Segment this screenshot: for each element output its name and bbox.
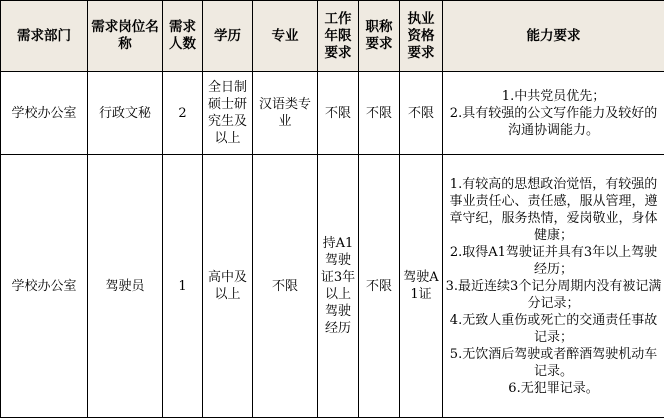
ability-item: 6.无犯罪记录。: [508, 380, 599, 396]
cell-count: 2: [163, 72, 203, 155]
cell-education: 高中及以上: [203, 155, 253, 418]
header-experience: 工作年限要求: [318, 1, 359, 72]
header-ability: 能力要求: [443, 1, 664, 72]
cell-dept: 学校办公室: [1, 155, 88, 418]
cell-major: 不限: [253, 155, 318, 418]
ability-item: 5.无饮酒后驾驶或者醉酒驾驶机动车记录。: [449, 346, 658, 379]
header-count: 需求人数: [163, 1, 203, 72]
cell-title: 不限: [359, 155, 400, 418]
ability-item: 1.中共党员优先；: [501, 88, 606, 104]
ability-item: 3.最近连续3个记分周期内没有被记满分记录；: [445, 278, 662, 311]
ability-item: 2.具有较强的公文写作能力及较好的沟通协调能力。: [449, 105, 658, 138]
cell-position: 行政文秘: [88, 72, 163, 155]
cell-dept: 学校办公室: [1, 72, 88, 155]
cell-count: 1: [163, 155, 203, 418]
cell-title: 不限: [359, 72, 400, 155]
cell-ability: [443, 155, 664, 418]
cell-experience: 持A1驾驶证3年以上驾驶经历: [318, 155, 359, 418]
cell-position: 驾驶员: [88, 155, 163, 418]
header-license: 执业资格要求: [400, 1, 443, 72]
cell-license: 不限: [400, 72, 443, 155]
header-major: 专业: [253, 1, 318, 72]
ability-item: 2.取得A1驾驶证并具有3年以上驾驶经历；: [449, 244, 658, 277]
header-position: 需求岗位名称: [88, 1, 163, 72]
header-education: 学历: [203, 1, 253, 72]
cell-major: 汉语类专业: [253, 72, 318, 155]
cell-experience: 不限: [318, 72, 359, 155]
cell-license: 驾驶A1证: [400, 155, 443, 418]
table-row: [1, 72, 664, 155]
table-row: [1, 155, 664, 418]
cell-ability: [443, 72, 664, 155]
header-row: [1, 1, 664, 72]
header-title: 职称要求: [359, 1, 400, 72]
header-dept: 需求部门: [1, 1, 88, 72]
cell-education: 全日制硕士研究生及以上: [203, 72, 253, 155]
ability-item: 1.有较高的思想政治觉悟，有较强的事业责任心、责任感，服从管理，遵章守纪，服务热情，爱岗敬业，身体健康；: [449, 176, 658, 243]
ability-item: 4.无致人重伤或死亡的交通责任事故记录；: [449, 312, 658, 345]
